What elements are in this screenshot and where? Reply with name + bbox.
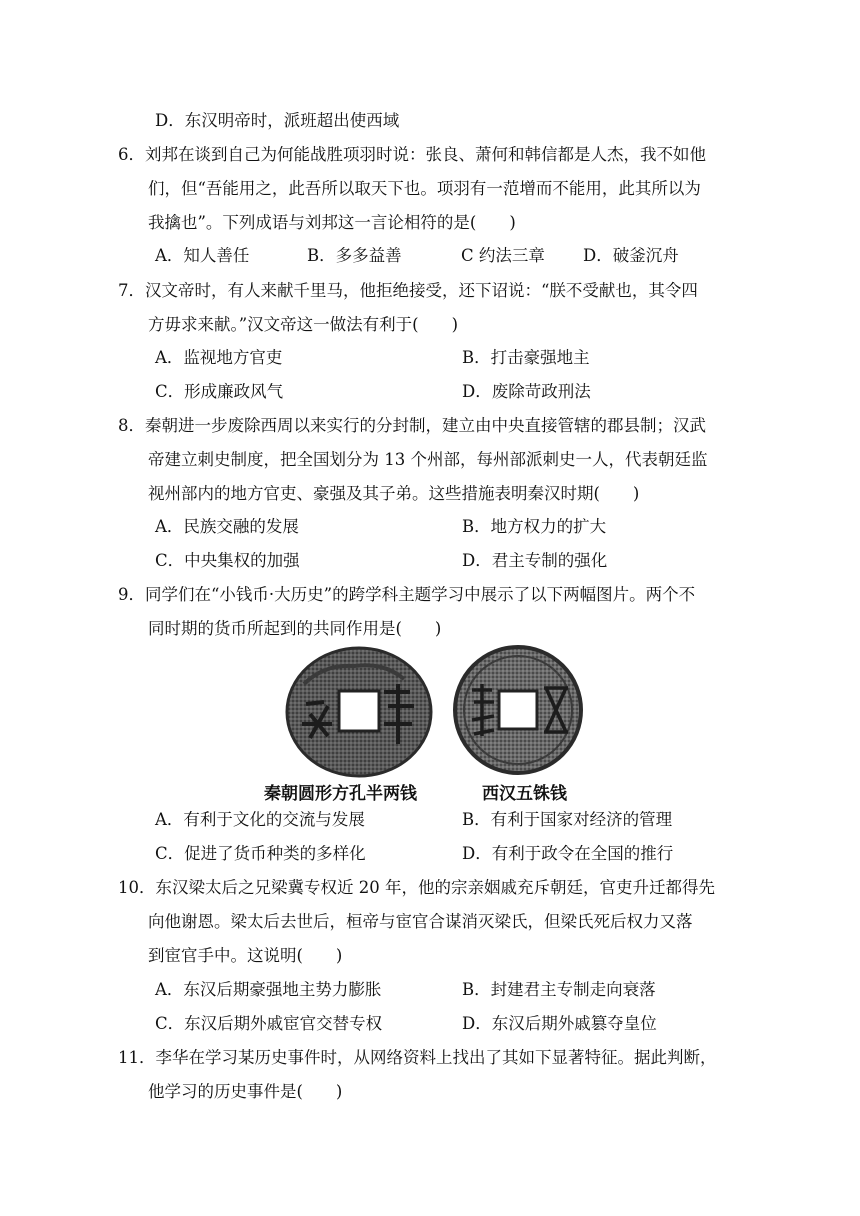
q9-stem-line1: 9．同学们在“小钱币·大历史”的跨学科主题学习中展示了以下两幅图片。两个不 — [118, 585, 696, 604]
q8-stem-line1: 8．秦朝进一步废除西周以来实行的分封制，建立由中央直接管辖的郡县制；汉武 — [118, 416, 706, 435]
q6-stem-line3: 我擒也”。下列成语与刘邦这一言论相符的是( ) — [148, 213, 516, 232]
q8-stem-line3: 视州部内的地方官吏、豪强及其子弟。这些措施表明秦汉时期( ) — [148, 484, 640, 503]
q7-option-d: D．废除苛政刑法 — [462, 382, 591, 401]
q7-option-b: B．打击豪强地主 — [462, 348, 590, 367]
western-han-wuzhu-coin-image — [452, 644, 584, 780]
q10-stem-line1: 10．东汉梁太后之兄梁冀专权近 20 年，他的宗亲姻戚充斥朝廷，官吏升迁都得先 — [118, 878, 715, 897]
q10-stem-line3: 到宦官手中。这说明( ) — [148, 946, 343, 965]
q8-stem-line2: 帝建立刺史制度，把全国划分为 13 个州部，每州部派刺史一人，代表朝廷监 — [148, 450, 708, 469]
q8-option-a: A．民族交融的发展 — [155, 517, 299, 536]
q8-option-c: C．中央集权的加强 — [155, 551, 300, 570]
q6-option-a: A．知人善任 — [155, 246, 250, 265]
q6-option-c: C 约法三章 — [461, 246, 545, 265]
han-coin-caption: 西汉五铢钱 — [482, 784, 567, 804]
q7-stem-line1: 7．汉文帝时，有人来献千里马，他拒绝接受，还下诏说：“朕不受献也，其令四 — [118, 281, 698, 300]
q6-stem-line1: 6．刘邦在谈到自己为何能战胜项羽时说：张良、萧何和韩信都是人杰，我不如他 — [118, 145, 706, 164]
q8-option-d: D．君主专制的强化 — [462, 551, 608, 570]
q6-stem-line2: 们，但“吾能用之，此吾所以取天下也。项羽有一范增而不能用，此其所以为 — [148, 179, 701, 198]
q9-stem-line2: 同时期的货币所起到的共同作用是( ) — [148, 619, 442, 638]
q10-option-d: D．东汉后期外戚篡夺皇位 — [462, 1014, 657, 1033]
qin-banliang-coin-image — [284, 644, 434, 784]
q11-stem-line1: 11．李华在学习某历史事件时，从网络资料上找出了其如下显著特征。据此判断， — [118, 1048, 717, 1067]
q9-option-d: D．有利于政令在全国的推行 — [462, 844, 674, 863]
q7-stem-line2: 方毋求来献。”汉文帝这一做法有利于( ) — [148, 315, 459, 334]
q7-option-a: A．监视地方官吏 — [155, 348, 283, 367]
q8-option-b: B．地方权力的扩大 — [462, 517, 607, 536]
q10-option-a: A．东汉后期豪强地主势力膨胀 — [155, 980, 382, 999]
q10-option-c: C．东汉后期外戚宦官交替专权 — [155, 1014, 383, 1033]
q6-option-d: D．破釜沉舟 — [583, 246, 679, 265]
q9-option-a: A．有利于文化的交流与发展 — [155, 810, 365, 829]
q10-stem-line2: 向他谢恩。梁太后去世后，桓帝与宦官合谋消灭梁氏，但梁氏死后权力又落 — [148, 912, 693, 931]
q9-option-b: B．有利于国家对经济的管理 — [462, 810, 673, 829]
q10-option-b: B．封建君主专制走向衰落 — [462, 980, 656, 999]
q11-stem-line2: 他学习的历史事件是( ) — [148, 1082, 343, 1101]
qin-coin-caption: 秦朝圆形方孔半两钱 — [264, 784, 417, 804]
q5-option-d: D．东汉明帝时，派班超出使西域 — [155, 111, 400, 130]
q9-option-c: C．促进了货币种类的多样化 — [155, 844, 366, 863]
q7-option-c: C．形成廉政风气 — [155, 382, 284, 401]
q6-option-b: B．多多益善 — [307, 246, 402, 265]
